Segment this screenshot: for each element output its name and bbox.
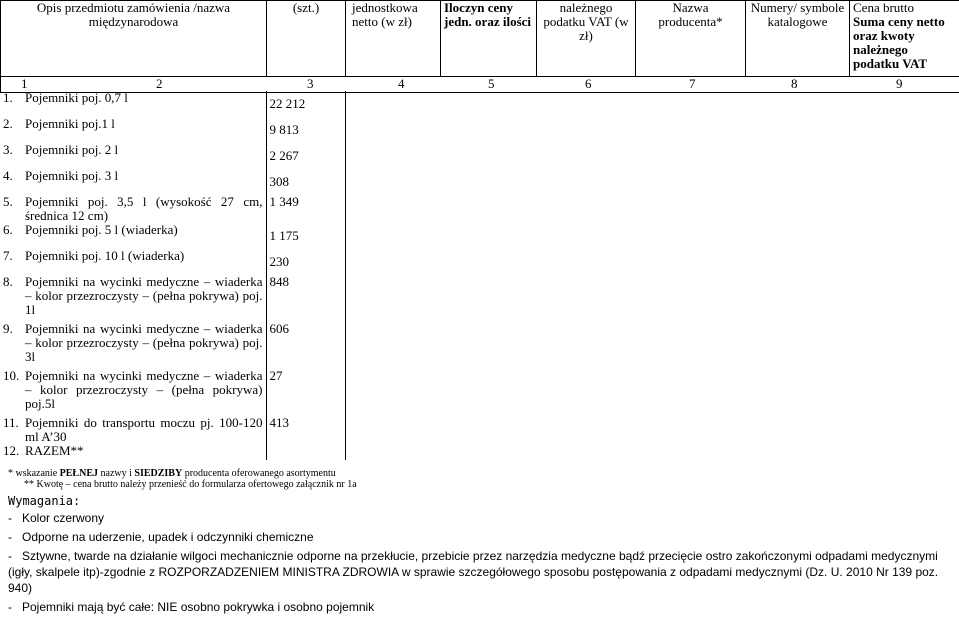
- item-description-cell: [0, 444, 266, 460]
- empty-cell: [745, 416, 849, 444]
- empty-cell: [745, 444, 849, 460]
- empty-cell: [849, 322, 959, 369]
- empty-cell: [440, 91, 536, 117]
- bullet-dash: -: [8, 510, 22, 526]
- item-description: Pojemniki poj. 0,7 l: [25, 91, 263, 105]
- item-quantity-cell: [266, 275, 345, 322]
- item-description: Pojemniki do transportu moczu pj. 100-120 ml A’30: [25, 416, 263, 444]
- item-quantity: 27: [270, 369, 283, 383]
- table-row: [0, 223, 959, 249]
- item-quantity-cell: [266, 91, 345, 117]
- item-quantity-cell: [266, 117, 345, 143]
- empty-cell: [536, 322, 635, 369]
- requirements-title: Wymagania:: [8, 494, 956, 508]
- empty-cell: [849, 169, 959, 195]
- requirements-list: [8, 510, 956, 615]
- item-quantity: 413: [270, 416, 290, 430]
- item-description-cell: [0, 143, 266, 169]
- item-quantity-cell: [266, 223, 345, 249]
- item-quantity-cell: [266, 322, 345, 369]
- header-col-1: Opis przedmiotu zamówienia /nazwa międzynarodowa: [1, 1, 267, 77]
- item-number: 7.: [3, 249, 25, 263]
- empty-cell: [849, 249, 959, 275]
- requirement-text: Kolor czerwony: [22, 511, 104, 525]
- empty-cell: [345, 143, 440, 169]
- item-number: 10.: [3, 369, 25, 411]
- empty-cell: [849, 416, 959, 444]
- item-quantity: 22 212: [270, 96, 306, 111]
- item-description-cell: [0, 249, 266, 275]
- empty-cell: [345, 369, 440, 416]
- item-number: 12.: [3, 444, 25, 458]
- footnote-1: * wskazanie PEŁNEJ nazwy i SIEDZIBY producenta oferowanego asortymentu: [8, 468, 956, 479]
- item-description: Pojemniki poj. 2 l: [25, 143, 263, 157]
- item-quantity-cell: [266, 444, 345, 460]
- table-row: [0, 444, 959, 460]
- table-row: [0, 322, 959, 369]
- empty-cell: [345, 322, 440, 369]
- empty-cell: [440, 143, 536, 169]
- item-description: Pojemniki poj. 5 l (wiaderka): [25, 223, 263, 237]
- table-row: [0, 369, 959, 416]
- empty-cell: [440, 369, 536, 416]
- header-col-2-text: (szt.): [293, 1, 319, 16]
- item-quantity-cell: [266, 195, 345, 223]
- empty-cell: [536, 369, 635, 416]
- empty-cell: [745, 223, 849, 249]
- colnum-6: 6: [585, 77, 592, 91]
- empty-cell: [440, 249, 536, 275]
- colnum-4: 4: [398, 77, 405, 91]
- table-row: [0, 143, 959, 169]
- item-quantity: 230: [270, 254, 290, 269]
- empty-cell: [849, 195, 959, 223]
- header-col-8: [850, 1, 959, 77]
- empty-cell: [745, 369, 849, 416]
- header-col-8-bold: Suma ceny netto oraz kwoty należnego podatku VAT: [853, 14, 945, 71]
- empty-cell: [635, 223, 745, 249]
- items-table: [0, 91, 959, 460]
- empty-cell: [745, 169, 849, 195]
- bullet-dash: -: [8, 529, 22, 545]
- empty-cell: [536, 275, 635, 322]
- rows-container: [0, 91, 959, 460]
- empty-cell: [536, 143, 635, 169]
- empty-cell: [849, 117, 959, 143]
- item-description-cell: [0, 195, 266, 223]
- empty-cell: [440, 195, 536, 223]
- footnote-2: ** Kwotę – cena brutto należy przenieść do formularza ofertowego załącznik nr 1a: [8, 479, 956, 490]
- empty-cell: [635, 322, 745, 369]
- empty-cell: [345, 195, 440, 223]
- empty-cell: [440, 117, 536, 143]
- empty-cell: [745, 275, 849, 322]
- colnum-8: 8: [791, 77, 798, 91]
- item-quantity: 606: [270, 322, 290, 336]
- empty-cell: [536, 249, 635, 275]
- item-number: 2.: [3, 117, 25, 131]
- table-row: [0, 117, 959, 143]
- empty-cell: [635, 143, 745, 169]
- empty-cell: [345, 444, 440, 460]
- header-col-3: [346, 1, 441, 77]
- offer-table: [0, 0, 959, 93]
- colnum-9: 9: [896, 77, 903, 91]
- header-col-8-plain: Cena brutto: [853, 1, 914, 16]
- empty-cell: [849, 444, 959, 460]
- bullet-dash: -: [8, 548, 22, 564]
- item-description-cell: [0, 275, 266, 322]
- empty-cell: [635, 275, 745, 322]
- item-description: Pojemniki na wycinki medyczne – wiaderka – kolor przezroczysty – (pełna pokrywa) poj. 1l: [25, 275, 263, 317]
- empty-cell: [635, 369, 745, 416]
- item-description-cell: [0, 117, 266, 143]
- item-description: Pojemniki poj.1 l: [25, 117, 263, 131]
- item-description: Pojemniki poj. 10 l (wiaderka): [25, 249, 263, 263]
- requirement-item: [8, 599, 956, 615]
- requirement-text: Sztywne, twarde na działanie wilgoci mechanicznie odporne na przekłucie, przebicie przez narzędzia medyczne bądź przecięcie ostro zakończonymi odpadami medycznymi (igły, skalpele itp)-zgodnie z ROZPORZADZENIEM MINISTRA ZDROWIA w sprawie szczegółowego sposobu postępowania z odpadami medycznymi (Dz. U. 2010 Nr 139 poz. 940): [8, 549, 938, 595]
- empty-cell: [345, 91, 440, 117]
- item-number: 6.: [3, 223, 25, 237]
- item-description: Pojemniki na wycinki medyczne – wiaderka – kolor przezroczysty – (pełna pokrywa) poj.5l: [25, 369, 263, 411]
- item-quantity: 2 267: [270, 148, 299, 163]
- header-col-4-bold: Iloczyn ceny jedn. oraz ilości: [444, 1, 531, 30]
- header-col-3-text: jednostkowa netto (w zł): [352, 1, 418, 30]
- empty-cell: [536, 195, 635, 223]
- header-col-5: należnego podatku VAT (w zł): [537, 1, 636, 77]
- colnum-1: 1: [21, 77, 28, 91]
- item-quantity: 308: [270, 174, 290, 189]
- empty-cell: [745, 195, 849, 223]
- colnum-7: 7: [689, 77, 696, 91]
- requirement-text: Pojemniki mają być całe: NIE osobno pokrywka i osobno pojemnik: [22, 600, 374, 614]
- table-row: [0, 416, 959, 444]
- bullet-dash: -: [8, 599, 22, 615]
- item-number: 1.: [3, 91, 25, 105]
- empty-cell: [440, 416, 536, 444]
- empty-cell: [345, 169, 440, 195]
- item-description: RAZEM**: [25, 444, 263, 458]
- empty-cell: [849, 223, 959, 249]
- empty-cell: [745, 322, 849, 369]
- header-col-4: [441, 1, 537, 77]
- empty-cell: [635, 444, 745, 460]
- item-number: 4.: [3, 169, 25, 183]
- table-row: [0, 249, 959, 275]
- item-description-cell: [0, 169, 266, 195]
- empty-cell: [440, 169, 536, 195]
- empty-cell: [440, 223, 536, 249]
- notes: [8, 468, 956, 618]
- item-description-cell: [0, 416, 266, 444]
- empty-cell: [635, 91, 745, 117]
- item-quantity-cell: [266, 369, 345, 416]
- item-quantity-cell: [266, 143, 345, 169]
- header-col-2: [267, 1, 346, 77]
- empty-cell: [536, 117, 635, 143]
- empty-cell: [849, 91, 959, 117]
- empty-cell: [345, 249, 440, 275]
- item-description-cell: [0, 91, 266, 117]
- item-description: Pojemniki poj. 3,5 l (wysokość 27 cm, średnica 12 cm): [25, 195, 263, 223]
- header-col-7: Numery/ symbole katalogowe: [746, 1, 850, 77]
- empty-cell: [745, 249, 849, 275]
- item-quantity: 9 813: [270, 122, 299, 137]
- empty-cell: [345, 223, 440, 249]
- empty-cell: [440, 322, 536, 369]
- item-description-cell: [0, 369, 266, 416]
- empty-cell: [745, 143, 849, 169]
- item-description: Pojemniki na wycinki medyczne – wiaderka – kolor przezroczysty – (pełna pokrywa) poj. 3l: [25, 322, 263, 364]
- requirement-item: [8, 548, 956, 596]
- item-number: 9.: [3, 322, 25, 364]
- empty-cell: [745, 91, 849, 117]
- empty-cell: [440, 275, 536, 322]
- empty-cell: [536, 444, 635, 460]
- requirement-item: [8, 510, 956, 526]
- requirement-item: [8, 529, 956, 545]
- colnum-2: 2: [156, 77, 163, 91]
- item-quantity: 848: [270, 275, 290, 289]
- empty-cell: [536, 91, 635, 117]
- empty-cell: [635, 195, 745, 223]
- colnum-5: 5: [488, 77, 495, 91]
- empty-cell: [345, 416, 440, 444]
- item-quantity-cell: [266, 416, 345, 444]
- empty-cell: [635, 249, 745, 275]
- empty-cell: [345, 275, 440, 322]
- item-quantity: 1 349: [270, 195, 299, 209]
- empty-cell: [635, 416, 745, 444]
- item-quantity-cell: [266, 249, 345, 275]
- empty-cell: [440, 444, 536, 460]
- item-quantity-cell: [266, 169, 345, 195]
- item-number: 3.: [3, 143, 25, 157]
- table-row: [0, 169, 959, 195]
- item-number: 5.: [3, 195, 25, 223]
- item-description-cell: [0, 322, 266, 369]
- empty-cell: [536, 416, 635, 444]
- header-col-6: Nazwa producenta*: [636, 1, 746, 77]
- item-number: 11.: [3, 416, 25, 444]
- table-row: [0, 275, 959, 322]
- requirement-text: Odporne na uderzenie, upadek i odczynniki chemiczne: [22, 530, 314, 544]
- empty-cell: [536, 169, 635, 195]
- table-row: [0, 91, 959, 117]
- item-description-cell: [0, 223, 266, 249]
- empty-cell: [849, 275, 959, 322]
- header-row: [1, 1, 959, 77]
- empty-cell: [536, 223, 635, 249]
- item-quantity: 1 175: [270, 228, 299, 243]
- empty-cell: [345, 117, 440, 143]
- colnum-3: 3: [307, 77, 314, 91]
- empty-cell: [745, 117, 849, 143]
- empty-cell: [635, 169, 745, 195]
- item-description: Pojemniki poj. 3 l: [25, 169, 263, 183]
- empty-cell: [635, 117, 745, 143]
- table-row: [0, 195, 959, 223]
- item-number: 8.: [3, 275, 25, 317]
- empty-cell: [849, 143, 959, 169]
- empty-cell: [849, 369, 959, 416]
